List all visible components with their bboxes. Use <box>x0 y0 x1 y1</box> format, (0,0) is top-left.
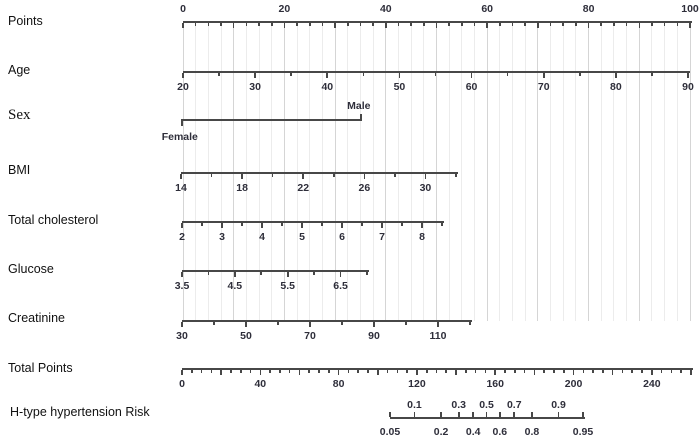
tick-mark <box>583 370 585 374</box>
tick-mark <box>241 223 243 227</box>
tick-mark <box>284 23 286 29</box>
tick-mark <box>220 23 222 27</box>
axis-risk-line <box>390 417 585 419</box>
tick-mark <box>639 23 641 29</box>
gridline <box>537 21 538 321</box>
tick-mark <box>387 370 389 374</box>
tick-mark <box>347 23 349 27</box>
gridline <box>271 21 272 321</box>
gridline <box>512 21 513 321</box>
tick-mark <box>531 412 533 417</box>
tick-mark <box>416 370 418 376</box>
tick-mark <box>211 370 213 374</box>
tick-mark <box>461 23 463 27</box>
tick-mark <box>340 272 342 278</box>
tick-mark <box>394 174 396 178</box>
tick-mark <box>254 73 256 79</box>
tick-mark <box>250 370 252 374</box>
tick-mark <box>472 412 474 417</box>
row-label-sex: Sex <box>8 107 31 123</box>
gridline <box>639 21 640 321</box>
tick-mark <box>436 23 438 29</box>
tick-mark <box>181 272 183 278</box>
tick-mark <box>436 370 438 374</box>
gridline <box>385 21 386 321</box>
tick-mark <box>221 223 223 229</box>
tick-label: 7 <box>379 231 385 243</box>
gridline <box>461 21 462 321</box>
gridline <box>664 21 665 321</box>
tick-mark <box>367 370 369 374</box>
tick-mark <box>437 322 439 328</box>
tick-mark <box>241 174 243 180</box>
gridline <box>259 21 260 321</box>
tick-mark <box>220 370 222 376</box>
tick-label: 0.95 <box>572 426 594 438</box>
tick-mark <box>600 23 602 27</box>
tick-label: 0.9 <box>551 399 566 411</box>
tick-label: 3.5 <box>174 280 190 292</box>
gridline <box>195 21 196 321</box>
tick-mark <box>448 23 450 27</box>
tick-label: 70 <box>304 330 316 342</box>
tick-mark <box>195 23 197 27</box>
gridline <box>626 21 627 321</box>
tick-mark <box>289 370 291 374</box>
tick-mark <box>499 23 501 27</box>
gridline <box>423 21 424 321</box>
tick-mark <box>301 223 303 229</box>
axis-creatinine-line <box>182 320 472 322</box>
tick-mark <box>465 370 467 374</box>
tick-label: 22 <box>297 182 310 194</box>
tick-mark <box>372 23 374 27</box>
tick-label: 5 <box>299 231 305 243</box>
tick-mark <box>471 73 473 79</box>
tick-mark <box>338 370 340 376</box>
tick-mark <box>426 370 428 374</box>
tick-mark <box>272 174 274 178</box>
tick-label: 50 <box>393 81 406 93</box>
tick-mark <box>313 272 315 276</box>
tick-mark <box>537 23 539 29</box>
gridline <box>550 21 551 321</box>
tick-mark <box>677 23 679 27</box>
gridline <box>677 21 678 321</box>
tick-mark <box>211 174 213 178</box>
tick-mark <box>534 370 536 376</box>
tick-mark <box>588 23 590 29</box>
tick-mark <box>445 370 447 374</box>
tick-label: 90 <box>682 81 694 93</box>
tick-label: 0.2 <box>433 426 449 438</box>
gridline <box>221 21 222 321</box>
tick-mark <box>421 223 423 229</box>
tick-label: 80 <box>610 81 622 93</box>
tick-label: 80 <box>582 3 595 15</box>
tick-mark <box>233 23 235 29</box>
tick-mark <box>360 23 362 27</box>
tick-mark <box>543 370 545 374</box>
tick-mark <box>524 370 526 374</box>
tick-label: 0.8 <box>524 426 540 438</box>
tick-mark <box>182 23 184 29</box>
tick-mark <box>398 23 400 27</box>
tick-label: 8 <box>419 231 425 243</box>
tick-mark <box>602 370 604 374</box>
tick-mark <box>181 370 183 376</box>
tick-mark <box>553 370 555 374</box>
tick-label: 2 <box>179 231 185 243</box>
gridline <box>335 21 336 321</box>
row-label-creatinine: Creatinine <box>8 311 65 325</box>
tick-mark <box>269 370 271 374</box>
tick-mark <box>322 23 324 27</box>
tick-mark <box>290 73 292 77</box>
tick-mark <box>260 272 262 276</box>
gridline <box>499 21 500 321</box>
gridline <box>297 21 298 321</box>
tick-mark <box>423 23 425 27</box>
tick-mark <box>513 412 515 417</box>
tick-mark <box>671 370 673 374</box>
gridline <box>474 21 475 321</box>
gridline <box>563 21 564 321</box>
tick-mark <box>309 23 311 27</box>
tick-mark <box>240 370 242 374</box>
row-label-risk: H-type hypertension Risk <box>10 405 150 419</box>
tick-mark <box>258 23 260 27</box>
row-label-points: Points <box>8 14 43 28</box>
tick-mark <box>326 73 328 79</box>
tick-label: 70 <box>537 81 550 93</box>
tick-mark <box>218 73 220 77</box>
gridline <box>411 21 412 321</box>
tick-mark <box>201 370 203 374</box>
tick-label: 0 <box>179 378 185 390</box>
tick-label: 20 <box>278 3 291 15</box>
tick-label: 0.3 <box>451 399 467 411</box>
gridline <box>575 21 576 321</box>
gridline <box>601 21 602 321</box>
tick-mark <box>690 370 692 376</box>
gridline <box>284 21 285 321</box>
tick-mark <box>469 322 471 326</box>
tick-label: 30 <box>249 81 261 93</box>
tick-label: 0.6 <box>492 426 508 438</box>
tick-mark <box>397 370 399 374</box>
tick-label: 26 <box>358 182 371 194</box>
tick-mark <box>377 370 379 376</box>
tick-mark <box>651 23 653 27</box>
gridline <box>436 21 437 321</box>
tick-label: 6 <box>339 231 345 243</box>
tick-mark <box>514 370 516 374</box>
gridline <box>398 21 399 321</box>
tick-mark <box>208 272 210 276</box>
tick-mark <box>385 23 387 29</box>
tick-label: 20 <box>177 81 189 93</box>
tick-label: 14 <box>175 182 187 194</box>
tick-mark <box>341 223 343 229</box>
tick-mark <box>440 412 442 417</box>
tick-mark <box>592 370 594 374</box>
tick-mark <box>507 73 509 77</box>
tick-label: 50 <box>240 330 252 342</box>
tick-mark <box>680 370 682 374</box>
tick-mark <box>458 412 460 417</box>
tick-mark <box>651 73 653 77</box>
tick-mark <box>405 322 407 326</box>
tick-mark <box>260 370 262 376</box>
tick-mark <box>524 23 526 27</box>
tick-mark <box>321 223 323 227</box>
tick-label: 30 <box>176 330 188 342</box>
tick-mark <box>615 73 617 79</box>
tick-label: 90 <box>368 330 380 342</box>
tick-label: 240 <box>643 378 661 390</box>
tick-mark <box>348 370 350 374</box>
tick-mark <box>550 23 552 27</box>
tick-mark <box>279 370 281 374</box>
tick-mark <box>575 23 577 27</box>
tick-mark <box>302 174 304 180</box>
tick-mark <box>357 370 359 374</box>
tick-mark <box>181 121 183 126</box>
tick-label: 110 <box>429 330 447 342</box>
tick-mark <box>373 322 375 328</box>
tick-mark <box>296 23 298 27</box>
row-label-bmi: BMI <box>8 163 31 177</box>
tick-mark <box>271 23 273 27</box>
tick-label: Female <box>161 131 198 143</box>
tick-label: 60 <box>481 3 494 15</box>
tick-mark <box>664 23 666 27</box>
tick-label: 60 <box>465 81 478 93</box>
tick-mark <box>213 322 215 326</box>
tick-label: 0.4 <box>465 426 481 438</box>
tick-mark <box>512 23 514 27</box>
tick-mark <box>277 322 279 326</box>
tick-mark <box>208 23 210 27</box>
tick-mark <box>364 174 366 180</box>
tick-label: 200 <box>564 378 583 390</box>
tick-mark <box>455 174 457 178</box>
gridline <box>322 21 323 321</box>
tick-label: 4.5 <box>227 280 243 292</box>
tick-mark <box>399 73 401 79</box>
tick-label: 0.5 <box>479 399 494 411</box>
tick-mark <box>333 174 335 178</box>
tick-mark <box>308 370 310 374</box>
tick-label: 40 <box>254 378 267 390</box>
tick-mark <box>281 223 283 227</box>
tick-mark <box>389 412 391 417</box>
tick-label: 18 <box>236 182 248 194</box>
tick-mark <box>201 223 203 227</box>
gridline <box>208 21 209 321</box>
tick-mark <box>486 23 488 29</box>
tick-mark <box>613 23 615 27</box>
tick-label: 3 <box>219 231 225 243</box>
tick-label: 5.5 <box>280 280 296 292</box>
tick-mark <box>318 370 320 374</box>
gridline <box>690 21 691 321</box>
row-label-total-points: Total Points <box>8 361 73 375</box>
tick-mark <box>328 370 330 374</box>
gridline <box>588 21 589 321</box>
tick-mark <box>287 272 289 278</box>
tick-label: 100 <box>681 3 699 15</box>
tick-mark <box>181 322 183 328</box>
tick-label: 30 <box>419 182 432 194</box>
tick-mark <box>499 412 501 417</box>
gridline <box>246 21 247 321</box>
tick-mark <box>504 370 506 374</box>
tick-mark <box>334 23 336 29</box>
tick-label: 0.7 <box>506 399 522 411</box>
tick-mark <box>494 370 496 376</box>
tick-mark <box>361 223 363 227</box>
axis-sex-line <box>181 119 362 121</box>
tick-label: 6.5 <box>333 280 348 292</box>
tick-mark <box>309 322 311 328</box>
tick-mark <box>543 73 545 79</box>
tick-mark <box>261 223 263 229</box>
tick-mark <box>687 73 689 79</box>
tick-mark <box>341 322 343 326</box>
row-label-age: Age <box>8 63 31 77</box>
tick-label: 0.05 <box>379 426 401 438</box>
tick-mark <box>406 370 408 374</box>
tick-mark <box>474 23 476 27</box>
tick-mark <box>631 370 633 374</box>
tick-mark <box>401 223 403 227</box>
tick-mark <box>455 370 457 376</box>
row-label-glucose: Glucose <box>8 262 54 276</box>
tick-mark <box>191 370 193 374</box>
tick-mark <box>582 412 584 417</box>
tick-label: 40 <box>321 81 334 93</box>
gridline <box>449 21 450 321</box>
tick-mark <box>475 370 477 374</box>
gridline <box>309 21 310 321</box>
tick-label: 4 <box>259 231 265 243</box>
gridline <box>347 21 348 321</box>
tick-mark <box>651 370 653 376</box>
gridline <box>525 21 526 321</box>
tick-mark <box>425 174 427 180</box>
tick-mark <box>299 370 301 376</box>
tick-mark <box>180 174 182 180</box>
tick-label: 160 <box>486 378 504 390</box>
tick-label: Male <box>347 100 371 112</box>
tick-mark <box>579 73 581 77</box>
tick-mark <box>661 370 663 374</box>
tick-mark <box>234 272 236 278</box>
gridline <box>360 21 361 321</box>
row-label-total-cholesterol: Total cholesterol <box>8 213 99 227</box>
tick-mark <box>563 370 565 374</box>
axis-bmi-line <box>181 172 458 174</box>
tick-mark <box>441 223 443 227</box>
tick-mark <box>558 412 560 417</box>
tick-mark <box>230 370 232 374</box>
tick-label: 0 <box>180 3 186 15</box>
tick-mark <box>622 370 624 374</box>
gridline <box>487 21 488 321</box>
tick-mark <box>363 73 365 77</box>
tick-label: 40 <box>379 3 392 15</box>
tick-mark <box>182 73 184 79</box>
tick-mark <box>410 23 412 27</box>
tick-mark <box>689 23 691 29</box>
tick-mark <box>246 23 248 27</box>
tick-mark <box>612 370 614 376</box>
tick-mark <box>245 322 247 328</box>
tick-mark <box>562 23 564 27</box>
gridline <box>613 21 614 321</box>
tick-label: 0.1 <box>407 399 422 411</box>
tick-mark <box>366 272 368 276</box>
tick-mark <box>414 412 416 417</box>
gridline <box>373 21 374 321</box>
tick-mark <box>360 114 362 119</box>
tick-mark <box>486 412 488 417</box>
tick-mark <box>573 370 575 376</box>
tick-mark <box>381 223 383 229</box>
tick-mark <box>181 223 183 229</box>
tick-mark <box>641 370 643 374</box>
tick-mark <box>626 23 628 27</box>
tick-label: 120 <box>408 378 426 390</box>
axis-age-line <box>183 71 690 73</box>
tick-mark <box>485 370 487 374</box>
tick-mark <box>435 73 437 77</box>
tick-label: 80 <box>332 378 345 390</box>
gridline <box>651 21 652 321</box>
